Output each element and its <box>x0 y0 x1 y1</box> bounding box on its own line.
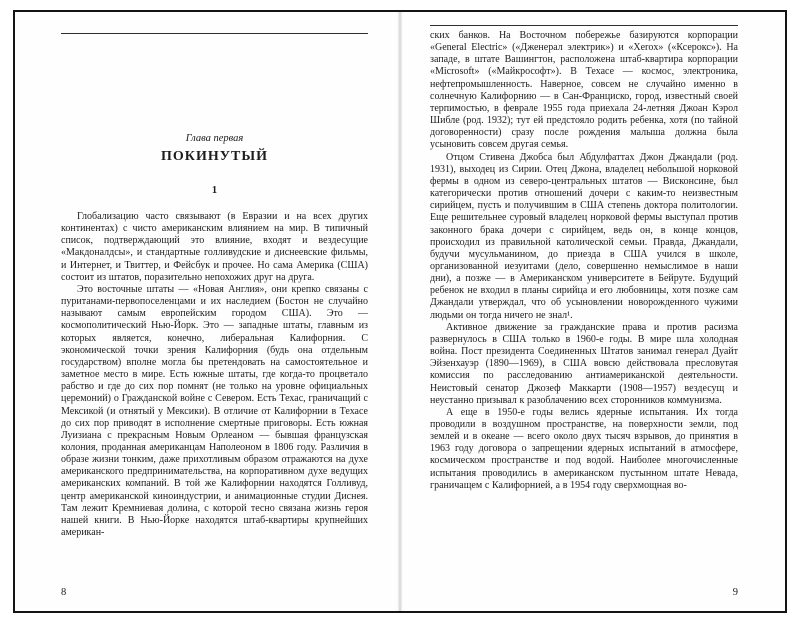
paragraph: А еще в 1950-е годы велись ядерные испытания. Их тогда проводили в воздушном пространстве, на поверхности земли, под землей и в океане — всего около двух тысяч взрывов, до принятия в 1963 году договора о запрещении ядерных испытаний в атмосфере, космическом пространстве и под водой. Наиболее многочисленные испытания проводились в американском пустынном штате Невада, граничащем с Калифорнией, а в 1954 году сверхмощная во- <box>430 406 738 491</box>
paragraph: Отцом Стивена Джобса был Абдулфаттах Джон Джандали (род. 1931), выходец из Сирии. Отец Джона, владелец небольшой норковой фермы в одном из северо-центральных штатов — Висконсине, был категорически против отношений дочери с каким-то неизвестным сирийцем, пусть и получившим в США степень доктора политологии. Еще решительнее суровый владелец норковой фермы выступал против законного брака дочери с сирийцем, ведь он, в конце концов, происходил из правильной католической семьи. Правда, Джандали, будучи мусульманином, до приезда в США учился в школе, организованной иезуитами (дело, совершенно немыслимое в наши дни), а позже — в Американском университете в Бейруте. Будущий ребенок не входил в планы сирийца и его любовницы, хотя позже сам Джандали утверждал, что об усыновлении новорожденного чужими людьми он тогда ничего не знал¹. <box>430 151 738 321</box>
paragraph: ских банков. На Восточном побережье базируются корпорации «General Electric» («Дженерал электрик») и «Xerox» («Ксерокс»). На западе, в штате Вашингтон, расположена штаб-квартира корпорации «Microsoft» («Майкрософт»). В Техасе — космос, электроника, нефтепромышленность. Наверное, совсем не случайно именно в солнечную Калифорнию — в Сан-Франциско, город, известный своей терпимостью, в феврале 1955 года приехала 24-летняя Джоан Кэрол Шибле (род. 1932); тут ей предстояло родить ребенка, хотя (по тайной договоренности) сразу после рождения малыша должна была усыновить совсем другая семья. <box>430 30 738 151</box>
chapter-label: Глава первая <box>185 133 244 144</box>
paragraph: Это восточные штаты — «Новая Англия», они крепко связаны с пуританами-первопоселенцами и их наследием (Бостон не случайно называют самым европейским городом США). Это — космополитический Нью-Йорк. Это — западные штаты, главным из которых является, конечно, либеральная Калифорния. С экономической точки зрения Калифорния (будь она отдельным государством) вполне могла бы претендовать на самостоятельное и заметное место в мире. Есть южные штаты, где когда-то процветало рабство и где до сих пор помнят (не только на уровне официальных церемоний) о Гражданской войне с Севером. Есть Техас, граничащий с Мексикой (и отнятый у Мексики). В отличие от Калифорнии в Техасе до сих пор приводят в исполнение смертные приговоры. Есть южная Луизиана с прекрасным Новым Орлеаном — бывшая французская колония, проданная американцам Наполеоном в 1806 году. Различия в образе жизни тонким, даже прихотливым образом отражаются на духе американского предпринимательства, на корпоративном духе ведущих американских компаний. В той же Калифорнии находятся Голливуд, центр американской киноиндустрии, и анимационные студии Диснея. Там лежит Кремниевая долина, с которой тесно связана жизнь героя нашей книги. В Нью-Йорке находятся штаб-квартиры крупнейших американ- <box>61 283 368 539</box>
page-left <box>15 12 400 611</box>
header-rule <box>430 25 738 26</box>
page-number-right: 9 <box>732 587 738 598</box>
header-rule <box>61 33 368 34</box>
page-number-left: 8 <box>61 587 67 598</box>
paragraph: Глобализацию часто связывают (в Евразии и на всех других континентах) с чисто американским влиянием на мир. В типичный список, подтверждающий это влияние, входят и вездесущие «Макдоналдсы», и стандартные голливудские и диснеевские фильмы, и Интернет, и Твиттер, и Фейсбук и прочее. Но сама Америка (США) состоит из штатов, поразительно непохожих друг на друга. <box>61 211 368 283</box>
book-spread <box>13 10 787 613</box>
page-right <box>400 12 785 611</box>
chapter-title: ПОКИНУТЫЙ <box>161 149 268 164</box>
paragraph: Активное движение за гражданские права и против расизма развернулось в США только в 1960-е годы. В мире шла холодная война. Пост президента Соединенных Штатов занимал генерал Дуайт Эйзенхауэр (1890—1969), в США вовсю действовала пресловутая комиссия по расследованию антиамериканской деятельности. Неистовый сенатор Джозеф Маккарти (1908—1957) вездесущ и неустанно призывал к разоблачению всех сторонников коммунизма. <box>430 321 738 406</box>
section-number: 1 <box>211 185 218 196</box>
